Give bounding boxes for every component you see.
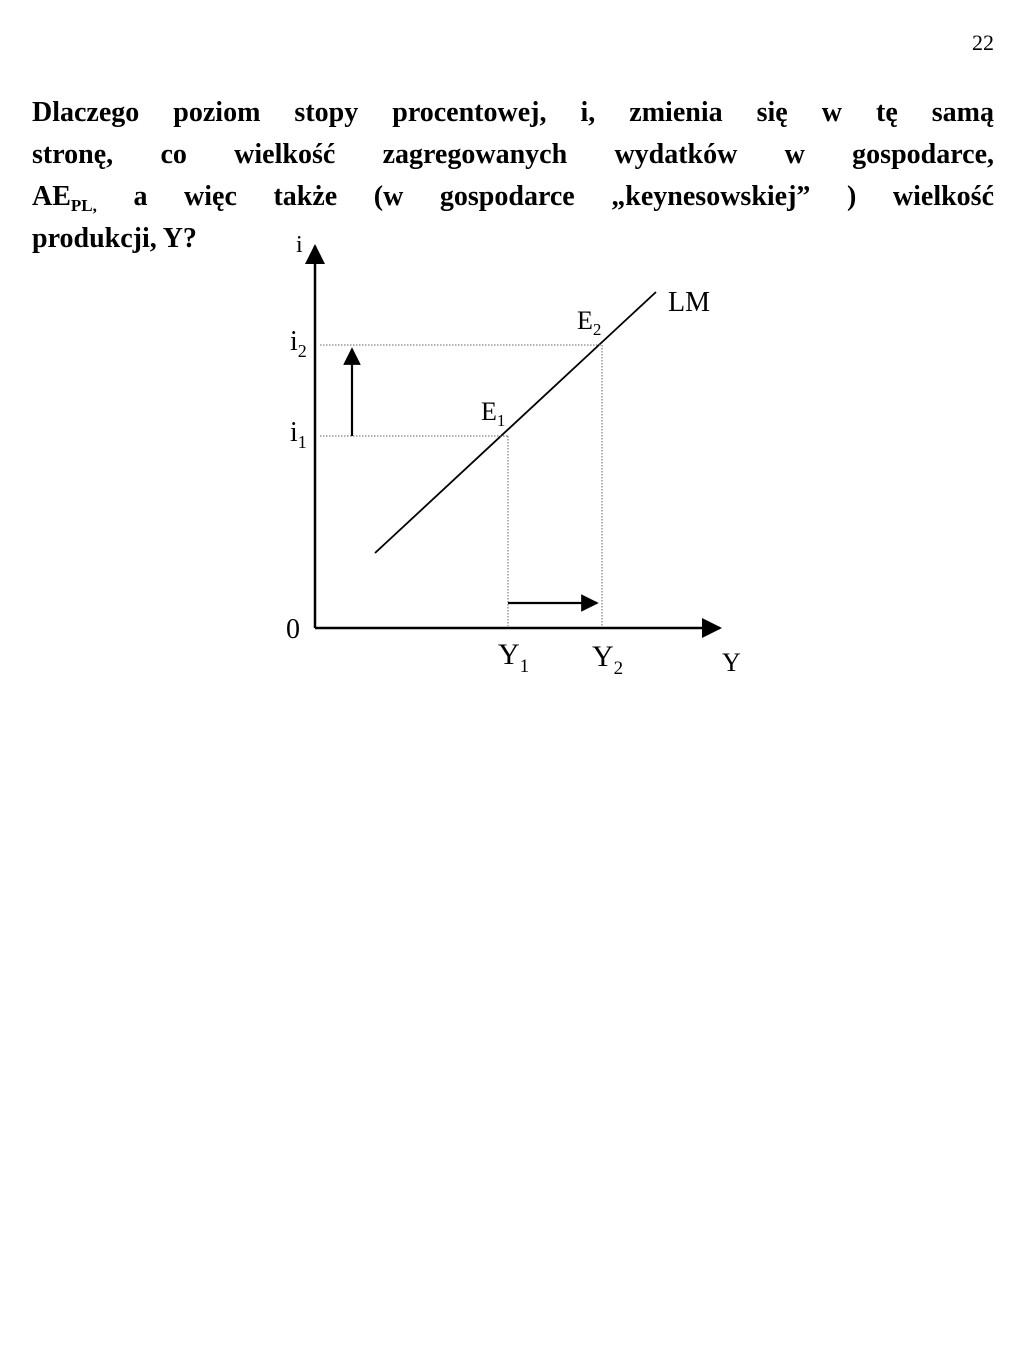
ae-subscript: PL, xyxy=(70,196,97,215)
x-axis-label: Y xyxy=(722,648,741,677)
lm-curve xyxy=(375,292,656,553)
i1-label: $i_1$ xyxy=(290,417,307,452)
e2-label: $E_2$ xyxy=(577,306,602,339)
question-line-4: produkcji, Y? xyxy=(32,223,197,254)
question-line-3-rest: a więc także (w gospodarce „keynesowskiej” ) wielkość xyxy=(96,181,994,212)
origin-label: 0 xyxy=(286,614,300,645)
lm-curve-label: LM xyxy=(668,287,710,318)
y-axis-label: i xyxy=(296,232,303,258)
i2-label: $i_2$ xyxy=(290,326,307,361)
page-number: 22 xyxy=(972,30,994,55)
question-line-2: stronę, co wielkość zagregowanych wydatków w gospodarce, xyxy=(32,139,994,170)
question-line-1: Dlaczego poziom stopy procentowej, i, zmienia się w tę samą xyxy=(32,97,994,128)
y1-label: $Y_1$ xyxy=(498,638,530,677)
ae-symbol: AE xyxy=(32,181,71,212)
e1-label: $E_1$ xyxy=(481,397,506,430)
y2-label: $Y_2$ xyxy=(592,640,624,679)
